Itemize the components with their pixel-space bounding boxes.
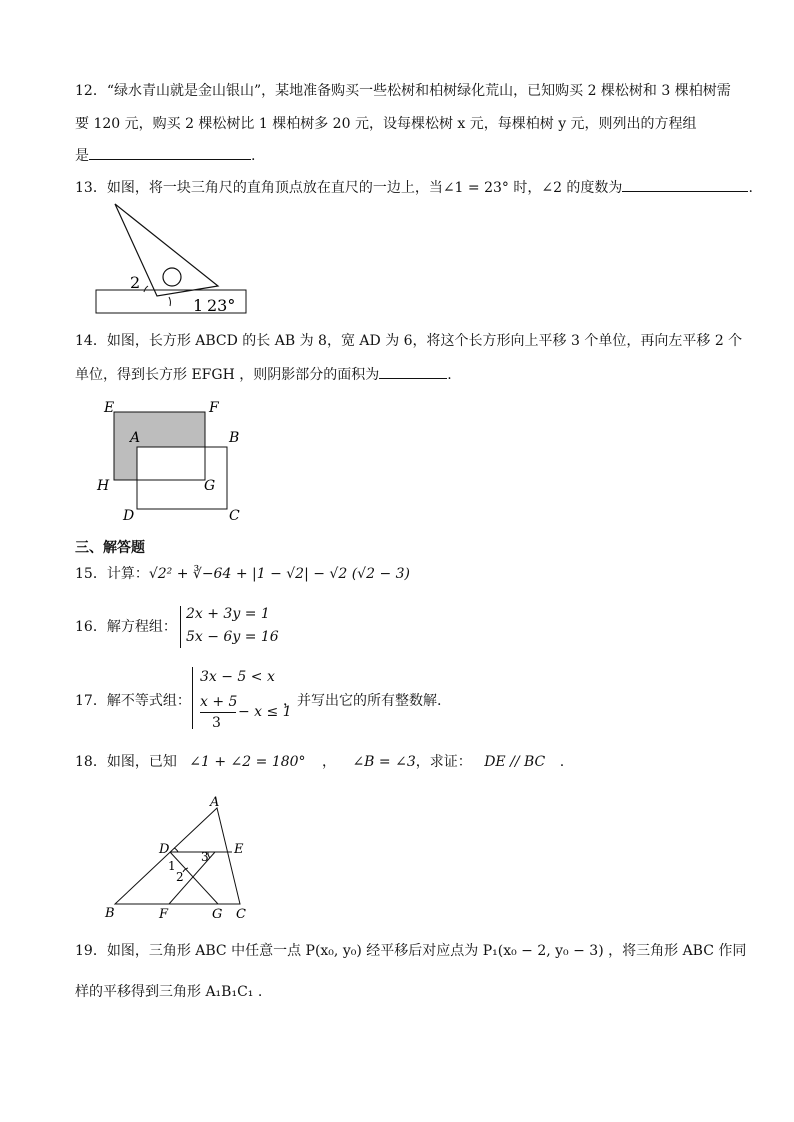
angle-2-label: 2 <box>176 870 184 884</box>
label-D: D <box>159 842 170 857</box>
q12-suffix: . <box>251 148 256 164</box>
q16-brace <box>180 606 181 648</box>
q17-ineq2-numerator: x + 5 <box>200 694 238 710</box>
q19-line2: 样的平移得到三角形 A₁B₁C₁ . <box>75 984 263 1000</box>
q14-line2 <box>75 364 452 385</box>
q15-expression: √2² + ∛−64 + |1 − √2| − √2 (√2 − 3) <box>148 566 410 582</box>
q17-brace <box>192 667 193 729</box>
q12-line3 <box>75 145 255 166</box>
q12-line1: 12．“绿水青山就是金山银山”，某地准备购买一些松树和柏树绿化荒山，已知购买 2 棵松树和 3 棵柏树需 <box>75 83 731 99</box>
q15-line <box>75 564 410 584</box>
q14-answer-blank[interactable] <box>379 364 447 379</box>
q18-goal: DE // BC <box>484 754 546 770</box>
label-B: B <box>229 430 240 446</box>
angle-3-label: 3 <box>201 850 209 864</box>
q18-condition1: ∠1 + ∠2 = 180° <box>189 754 306 770</box>
q17-ineq2-rest: − x ≤ 1 <box>238 704 292 720</box>
q16-eq2: 5x − 6y = 16 <box>186 629 279 645</box>
q14-line1: 14．如图，长方形 ABCD 的长 AB 为 8，宽 AD 为 6，将这个长方形向上平移 3 个单位，再向左平移 2 个 <box>75 333 743 349</box>
q15-prefix: 15．计算： <box>75 566 149 582</box>
q18-line: 18．如图，已知 ∠1 + ∠2 = 180° ， ∠B = ∠3，求证： DE // BC . <box>75 754 565 770</box>
q13-text: 13．如图，将一块三角尺的直角顶点放在直尺的一边上，当∠1 = 23° 时，∠2 的度数为 <box>75 180 623 196</box>
q13-answer-blank[interactable] <box>622 177 748 192</box>
q17-prefix: 17．解不等式组： <box>75 693 191 709</box>
label-A: A <box>130 430 141 446</box>
q18-suffix: . <box>559 754 565 770</box>
q16-eq1: 2x + 3y = 1 <box>186 606 270 622</box>
q18-figure <box>95 790 270 925</box>
q14-figure <box>92 396 252 526</box>
q12-prefix: 是 <box>75 148 89 164</box>
label-H: H <box>97 478 110 494</box>
q16-prefix: 16．解方程组： <box>75 619 177 635</box>
angle-23-label: 23° <box>207 296 236 315</box>
angle-2-label: 2 <box>130 273 141 292</box>
label-F: F <box>159 907 169 922</box>
label-E: E <box>104 400 115 416</box>
triangle-abc <box>115 808 240 904</box>
q19-line1: 19．如图，三角形 ABC 中任意一点 P(x₀, y₀) 经平移后对应点为 P₁(x₀ − 2, y₀ − 3) ，将三角形 ABC 作同 <box>75 943 747 959</box>
q17-ineq2-denominator: 3 <box>212 715 221 731</box>
overlap-region <box>137 447 205 480</box>
q13-line <box>75 177 753 198</box>
angle-1-arc <box>174 848 178 852</box>
label-E: E <box>234 842 244 857</box>
label-D: D <box>123 508 135 524</box>
label-G: G <box>212 907 223 922</box>
q13-suffix: . <box>748 180 753 196</box>
q18-mid: ，求证： <box>415 754 472 770</box>
set-square-hole <box>163 268 181 286</box>
angle-1-label: 1 <box>193 296 204 315</box>
label-G: G <box>204 478 216 494</box>
label-A: A <box>210 795 220 810</box>
q17-suffix: ，并写出它的所有整数解. <box>283 693 442 709</box>
label-B: B <box>105 906 115 921</box>
label-C: C <box>229 508 240 524</box>
q17-ineq1: 3x − 5 < x <box>200 669 275 685</box>
label-F: F <box>209 400 219 416</box>
q14-text: 单位，得到长方形 EFGH ，则阴影部分的面积为 <box>75 367 380 383</box>
label-C: C <box>236 907 246 922</box>
q18-prefix: 18．如图，已知 <box>75 754 177 770</box>
angle-1-label: 1 <box>168 859 176 873</box>
q18-condition2: ∠B = ∠3 <box>352 754 416 770</box>
q14-suffix: . <box>447 367 452 383</box>
q13-figure <box>90 200 250 318</box>
q12-line2: 要 120 元，购买 2 棵松树比 1 棵柏树多 20 元，设每棵松树 x 元，每棵柏树 y 元，则列出的方程组 <box>75 116 697 132</box>
q12-answer-blank[interactable] <box>89 145 251 160</box>
section-title: 三、解答题 <box>75 540 145 556</box>
